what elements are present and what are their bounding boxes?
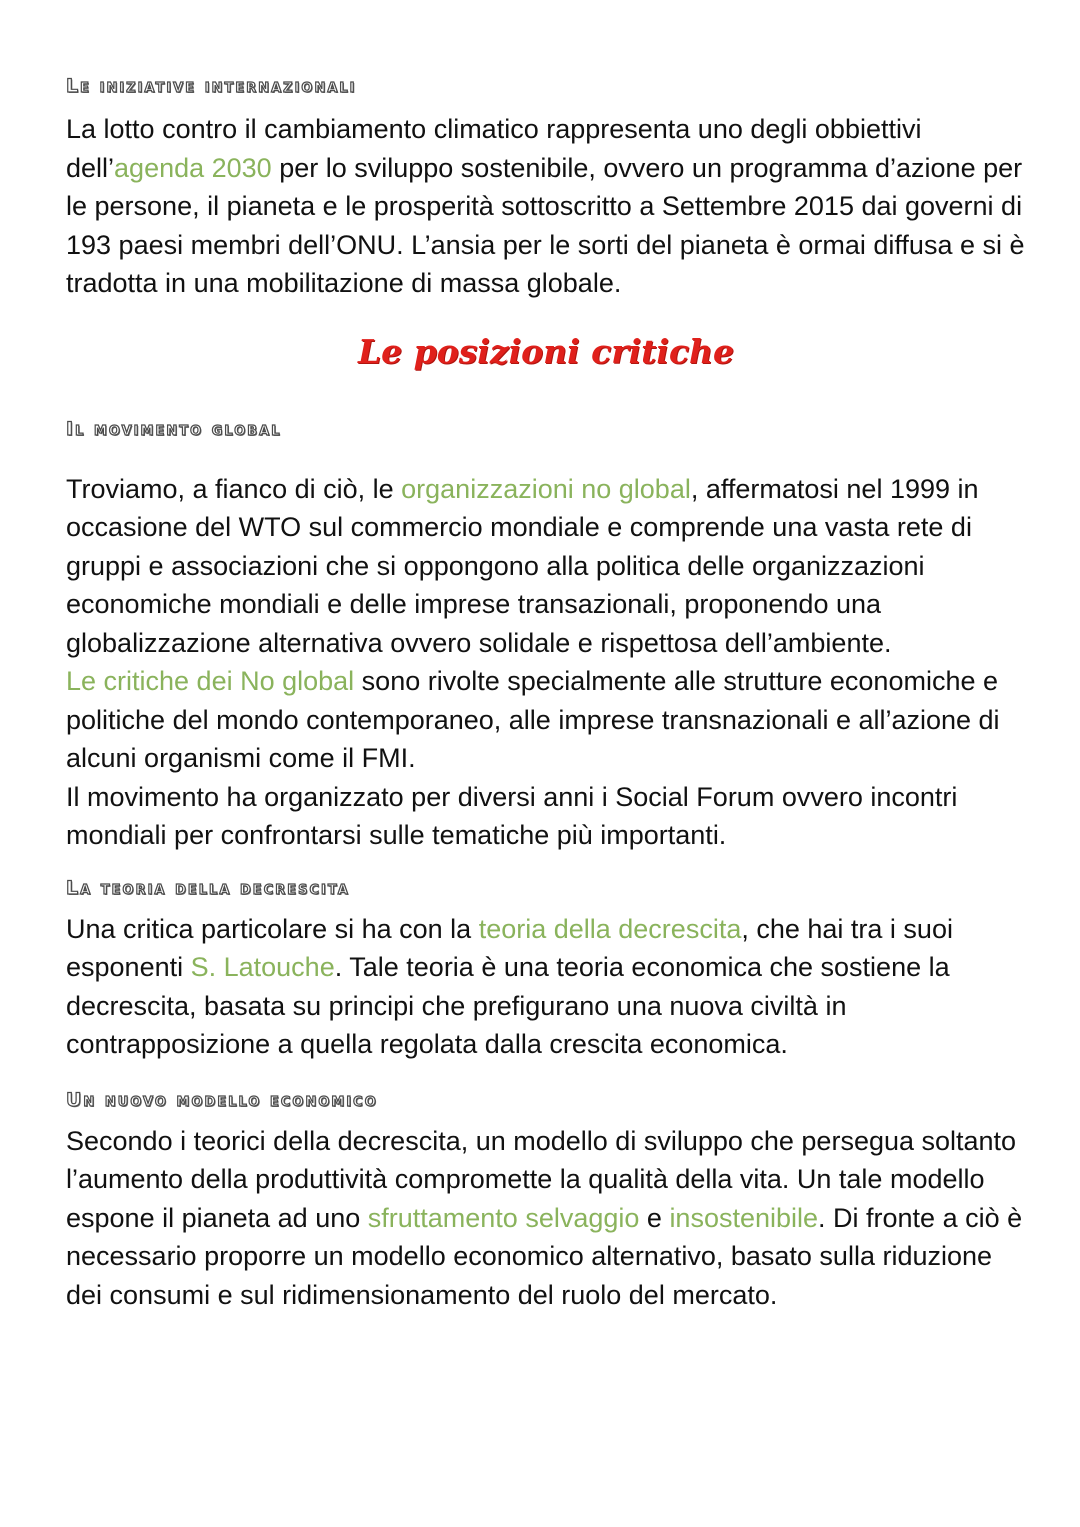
section-body-movimento-global [66, 470, 1026, 855]
paragraph-modello-economico [66, 1122, 1026, 1315]
highlight-insostenibile: insostenibile [669, 1202, 819, 1233]
paragraph-iniziative [66, 110, 1026, 303]
text-run: . Di fronte a ciò è necessario proporre un modello economico alternativo, basato sulla riduzione dei consumi e sul ridimensionamento del ruolo del mercato. [66, 1202, 1023, 1310]
highlight-latouche: S. Latouche [190, 952, 335, 982]
text-run: Una critica particolare si ha con la [66, 913, 479, 944]
highlight-agenda-2030: agenda 2030 [114, 152, 272, 183]
section-heading-decrescita: La teoria della decrescita [66, 876, 350, 899]
section-title-posizioni-critiche: Le posizioni critiche [357, 331, 735, 371]
text-run: sono rivolte specialmente alle strutture economiche e politiche del mondo contemporaneo, alle imprese transnazionali e all’azione di alcuni organismi come il FMI. [66, 666, 1000, 773]
section-heading-iniziative: Le iniziative internazionali [66, 75, 357, 97]
text-run: , che hai tra i suoi esponenti [66, 913, 953, 982]
section-heading-movimento-global: Il movimento global [66, 417, 282, 440]
document-page [66, 72, 1026, 1314]
highlight-organizzazioni-no-global: organizzazioni no global [401, 473, 691, 504]
paragraph-decrescita [66, 910, 1026, 1064]
paragraph-no-global [66, 470, 1026, 663]
text-run: La lotto contro il cambiamento climatico rappresenta uno degli obbiettivi dell’ [66, 114, 922, 183]
paragraph-critiche-no-global [66, 662, 1026, 778]
highlight-critiche-no-global: Le critiche dei No global [66, 666, 355, 696]
paragraph-social-forum: Il movimento ha organizzato per diversi anni i Social Forum ovvero incontri mondiali per confrontarsi sulle tematiche più importanti. [66, 781, 958, 850]
highlight-teoria-decrescita: teoria della decrescita [478, 913, 742, 944]
text-run: e [639, 1202, 670, 1233]
highlight-sfruttamento-selvaggio: sfruttamento selvaggio [367, 1202, 640, 1233]
text-run: Troviamo, a fianco di ciò, le [66, 473, 402, 504]
text-run: per lo sviluppo sostenibile, ovvero un programma d’azione per le persone, il pianeta e le prosperità sottoscritto a Settembre 2015 dai governi di 193 paesi membri dell’ONU. L’ansia per le sorti del pianeta è ormai diffusa e si è tradotta in una mobilitazione di massa globale. [66, 152, 1025, 298]
text-run: . Tale teoria è una teoria economica che sostiene la decrescita, basata su principi che prefigurano una nuova civiltà in contrapposizione a quella regolata dalla crescita economica. [66, 952, 950, 1059]
text-run: Secondo i teorici della decrescita, un modello di sviluppo che persegua soltanto l’aumento della produttività compromette la qualità della vita. Un tale modello espone il pianeta ad uno [66, 1125, 1017, 1233]
section-heading-modello-economico: Un nuovo modello economico [66, 1088, 378, 1111]
text-run: , affermatosi nel 1999 in occasione del WTO sul commercio mondiale e comprende una vasta rete di gruppi e associazioni che si oppongono alla politica delle organizzazioni economiche mondiali e delle imprese transazionali, proponendo una globalizzazione alternativa ovvero solidale e rispettosa dell’ambiente. [66, 473, 979, 658]
